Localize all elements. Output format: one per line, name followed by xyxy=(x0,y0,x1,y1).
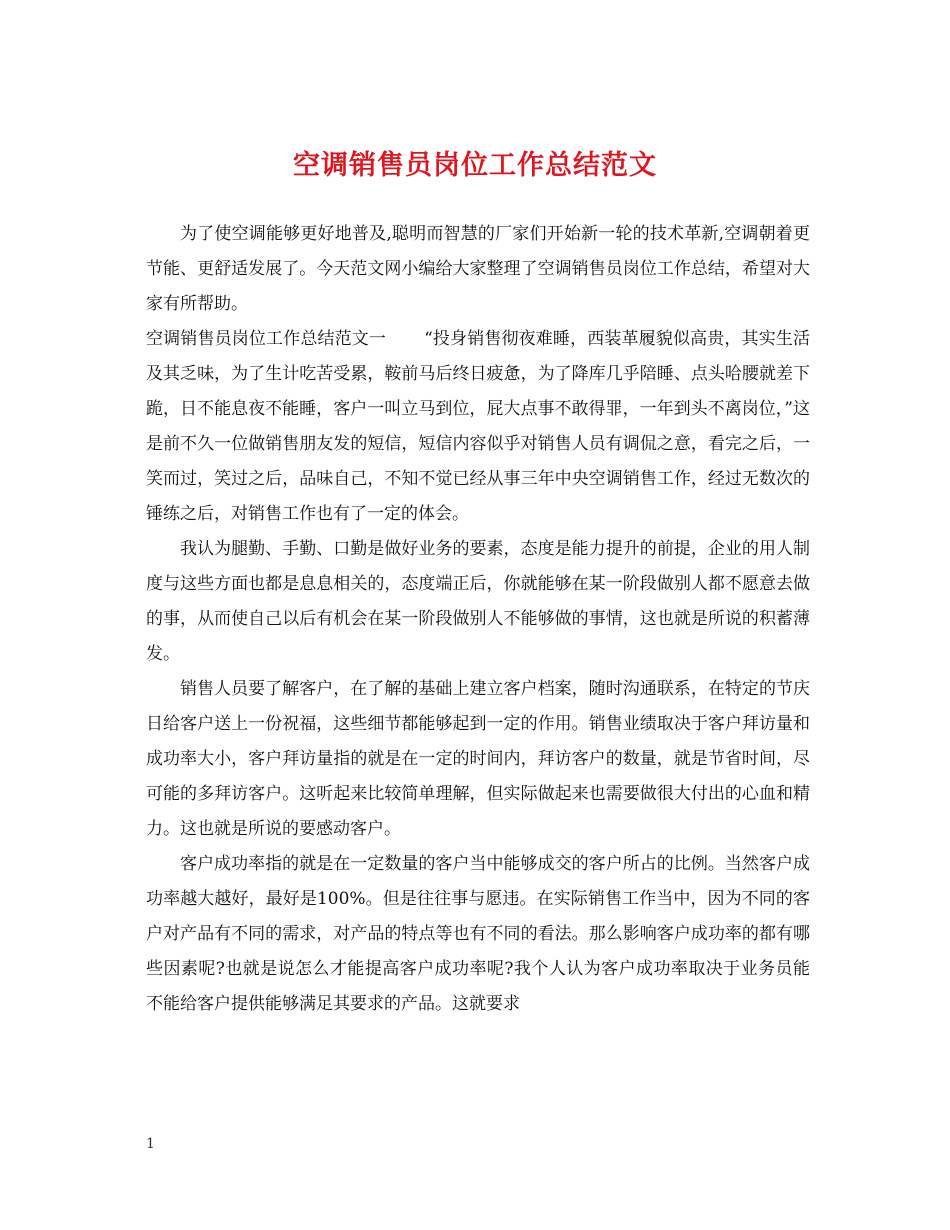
section-heading: 空调销售员岗位工作总结范文一 xyxy=(146,329,387,349)
document-body xyxy=(146,217,810,1022)
paragraph-attitude: 我认为腿勤、手勤、口勤是做好业务的要素，态度是能力提升的前提，企业的用人制度与这些方面也都是息息相关的，态度端正后，你就能够在某一阶段做别人都不愿意去做的事，从而使自己以后有机会在某一阶段做别人不能够做的事情，这也就是所说的积蓄薄发。 xyxy=(146,539,810,664)
paragraph-intro: 为了使空调能够更好地普及,聪明而智慧的厂家们开始新一轮的技术革新,空调朝着更节能、更舒适发展了。今天范文网小编给大家整理了空调销售员岗位工作总结，希望对大家有所帮助。 xyxy=(146,224,810,314)
paragraph-success-rate: 客户成功率指的就是在一定数量的客户当中能够成交的客户所占的比例。当然客户成功率越大越好，最好是100%。但是往往事与愿违。在实际销售工作当中，因为不同的客户对产品有不同的需求，对产品的特点等也有不同的看法。那么影响客户成功率的都有哪些因素呢?也就是说怎么才能提高客户成功率呢?我个人认为客户成功率取决于业务员能不能给客户提供能够满足其要求的产品。这就要求 xyxy=(146,854,810,1014)
page-number: 1 xyxy=(146,1136,155,1152)
paragraph-section-one xyxy=(146,322,810,532)
section-one-text: “投身销售彻夜难睡，西装革履貌似高贵，其实生活及其乏味，为了生计吃苦受累，鞍前马后终日疲惫，为了降库几乎陪睡、点头哈腰就差下跪，日不能息夜不能睡，客户一叫立马到位，屁大点事不敢得罪，一年到头不离岗位，”这是前不久一位做销售朋友发的短信，短信内容似乎对销售人员有调侃之意，看完之后，一笑而过，笑过之后，品味自己，不知不觉已经从事三年中央空调销售工作，经过无数次的锤练之后，对销售工作也有了一定的体会。 xyxy=(146,329,810,524)
document-title: 空调销售员岗位工作总结范文 xyxy=(293,150,657,181)
paragraph-know-customer: 销售人员要了解客户，在了解的基础上建立客户档案，随时沟通联系，在特定的节庆日给客户送上一份祝福，这些细节都能够起到一定的作用。销售业绩取决于客户拜访量和成功率大小，客户拜访量指的就是在一定的时间内，拜访客户的数量，就是节省时间，尽可能的多拜访客户。这听起来比较简单理解，但实际做起来也需要做很大付出的心血和精力。这也就是所说的要感动客户。 xyxy=(146,679,810,839)
